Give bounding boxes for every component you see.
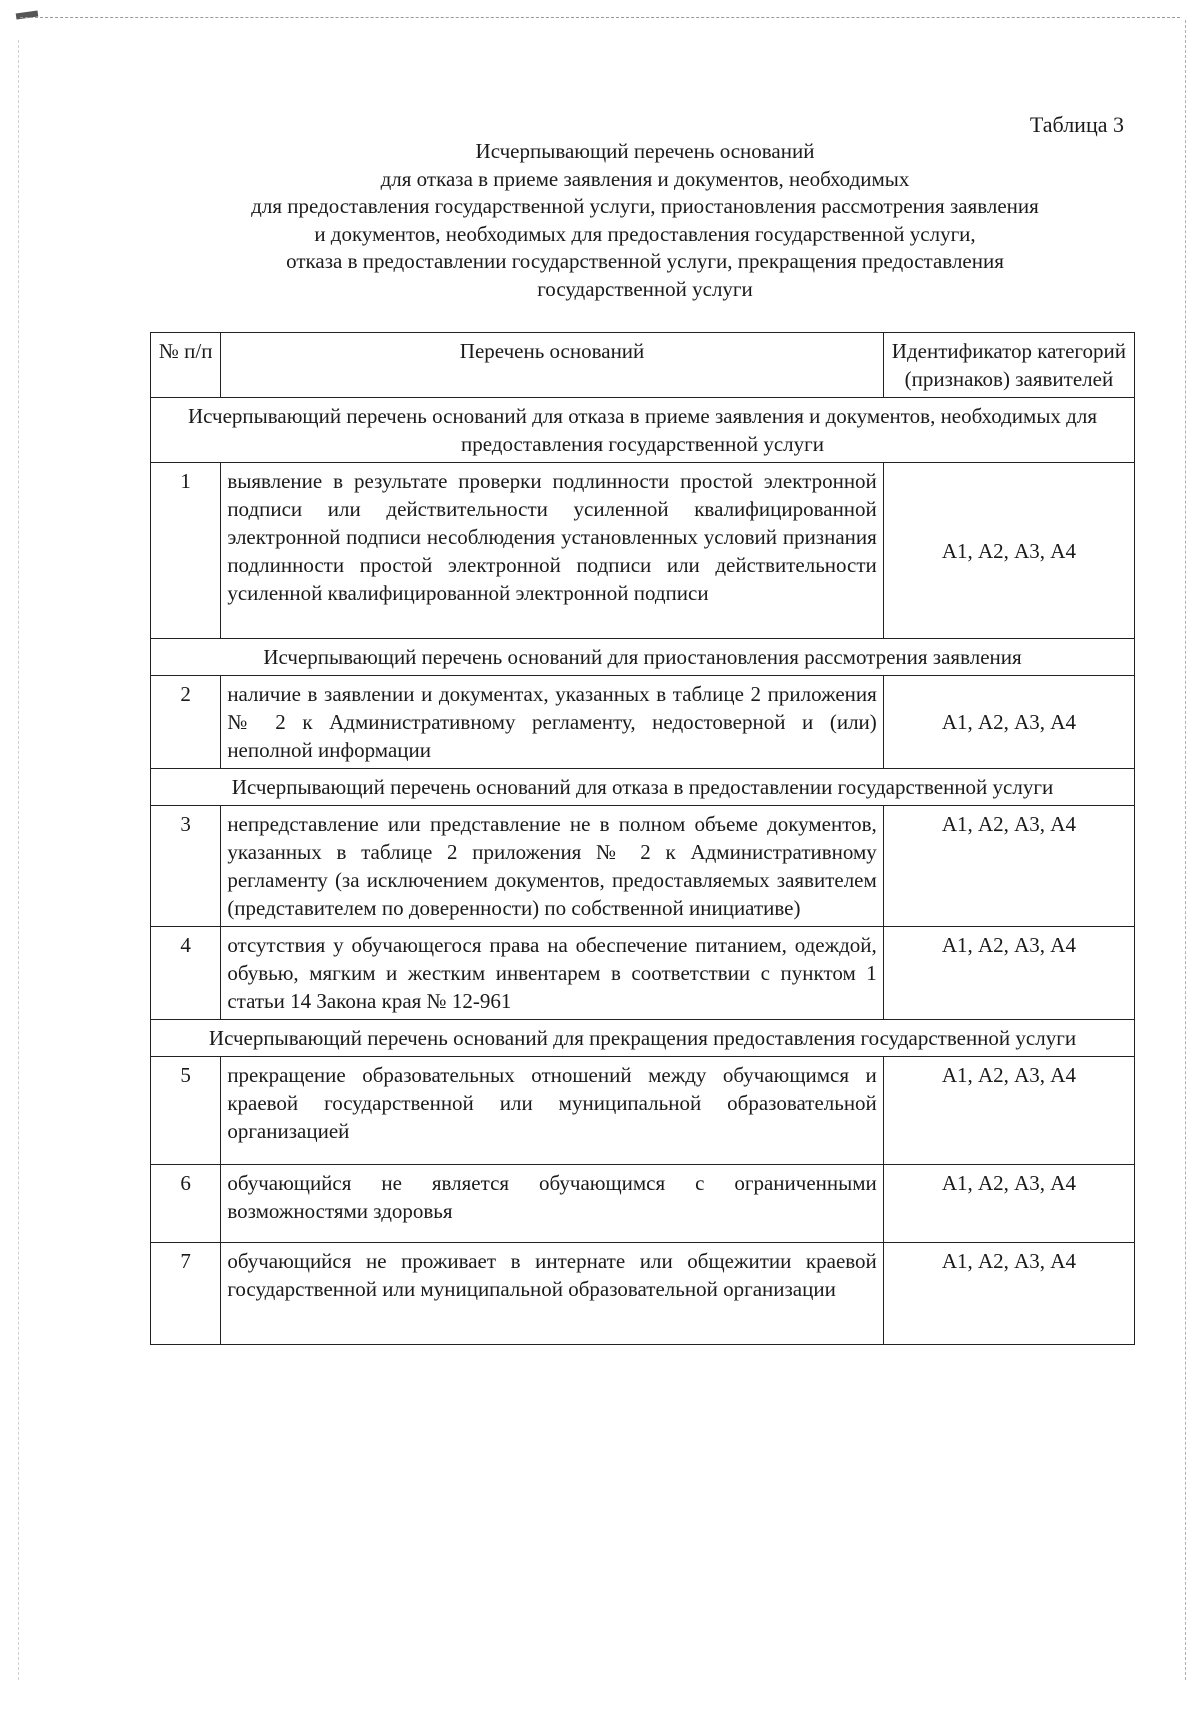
title-line: и документов, необходимых для предоставления государственной услуги, bbox=[314, 221, 976, 246]
table-row bbox=[151, 806, 1135, 927]
scan-edge-right bbox=[1185, 20, 1186, 1680]
title-line: для отказа в приеме заявления и документов, необходимых bbox=[380, 166, 910, 191]
section-row bbox=[151, 1020, 1135, 1057]
row-text: наличие в заявлении и документах, указанных в таблице 2 приложения № 2 к Административному регламенту, недостоверной и (или) неполной информации bbox=[221, 676, 883, 769]
row-category: А1, А2, А3, А4 bbox=[883, 1165, 1134, 1243]
header-category: Идентификатор категорий (признаков) заявителей bbox=[883, 333, 1134, 398]
row-number: 3 bbox=[151, 806, 221, 927]
table-label: Таблица 3 bbox=[1029, 112, 1124, 137]
row-text: отсутствия у обучающегося права на обеспечение питанием, одеждой, обувью, мягким и жестким инвентарем в соответствии с пунктом 1 статьи 14 Закона края № 12-961 bbox=[221, 927, 883, 1020]
row-number: 2 bbox=[151, 676, 221, 769]
section-title: Исчерпывающий перечень оснований для отказа в приеме заявления и документов, необходимых для предоставления государственной услуги bbox=[151, 398, 1135, 463]
section-row bbox=[151, 398, 1135, 463]
table-row bbox=[151, 676, 1135, 769]
table-row bbox=[151, 1243, 1135, 1345]
row-number: 1 bbox=[151, 463, 221, 639]
row-number: 5 bbox=[151, 1057, 221, 1165]
section-row bbox=[151, 769, 1135, 806]
title-line: Исчерпывающий перечень оснований bbox=[475, 139, 815, 163]
row-text: выявление в результате проверки подлинности простой электронной подписи или действительности усиленной квалифицированной электронной подписи несоблюдения установленных условий признания подлинности простой электронной подписи или действительности усиленной квалифицированной электронной подписи bbox=[221, 463, 883, 639]
header-grounds: Перечень оснований bbox=[221, 333, 883, 398]
table-row bbox=[151, 927, 1135, 1020]
title-line: для предоставления государственной услуги, приостановления рассмотрения заявления bbox=[251, 194, 1039, 218]
row-category: А1, А2, А3, А4 bbox=[883, 463, 1134, 639]
row-number: 6 bbox=[151, 1165, 221, 1243]
header-row bbox=[151, 333, 1135, 398]
row-text: обучающийся не проживает в интернате или общежитии краевой государственной или муниципальной образовательной организации bbox=[221, 1243, 883, 1345]
document-title bbox=[150, 138, 1140, 303]
row-category: А1, А2, А3, А4 bbox=[883, 1057, 1134, 1165]
section-title: Исчерпывающий перечень оснований для приостановления рассмотрения заявления bbox=[151, 639, 1135, 676]
row-category: А1, А2, А3, А4 bbox=[883, 927, 1134, 1020]
scan-artifact bbox=[16, 10, 39, 19]
row-text: непредставление или представление не в полном объеме документов, указанных в таблице 2 приложения № 2 к Административному регламенту (за исключением документов, предоставляемых заявителем (представителем по доверенности) по собственной инициативе) bbox=[221, 806, 883, 927]
row-number: 4 bbox=[151, 927, 221, 1020]
row-text: обучающийся не является обучающимся с ограниченными возможностями здоровья bbox=[221, 1165, 883, 1243]
row-number: 7 bbox=[151, 1243, 221, 1345]
section-title: Исчерпывающий перечень оснований для отказа в предоставлении государственной услуги bbox=[151, 769, 1135, 806]
row-category: А1, А2, А3, А4 bbox=[883, 806, 1134, 927]
title-line: государственной услуги bbox=[537, 276, 753, 301]
scan-edge-top bbox=[20, 17, 1180, 18]
row-category: А1, А2, А3, А4 bbox=[883, 1243, 1134, 1345]
header-num: № п/п bbox=[151, 333, 221, 398]
section-title: Исчерпывающий перечень оснований для прекращения предоставления государственной услуги bbox=[151, 1020, 1135, 1057]
table-row bbox=[151, 1165, 1135, 1243]
row-text: прекращение образовательных отношений между обучающимся и краевой государственной или муниципальной образовательной организацией bbox=[221, 1057, 883, 1165]
title-line: отказа в предоставлении государственной услуги, прекращения предоставления bbox=[286, 249, 1004, 273]
scan-edge-left bbox=[18, 40, 19, 1680]
row-category: А1, А2, А3, А4 bbox=[883, 676, 1134, 769]
section-row bbox=[151, 639, 1135, 676]
grounds-table bbox=[150, 332, 1135, 1345]
table-row bbox=[151, 1057, 1135, 1165]
table-row bbox=[151, 463, 1135, 639]
